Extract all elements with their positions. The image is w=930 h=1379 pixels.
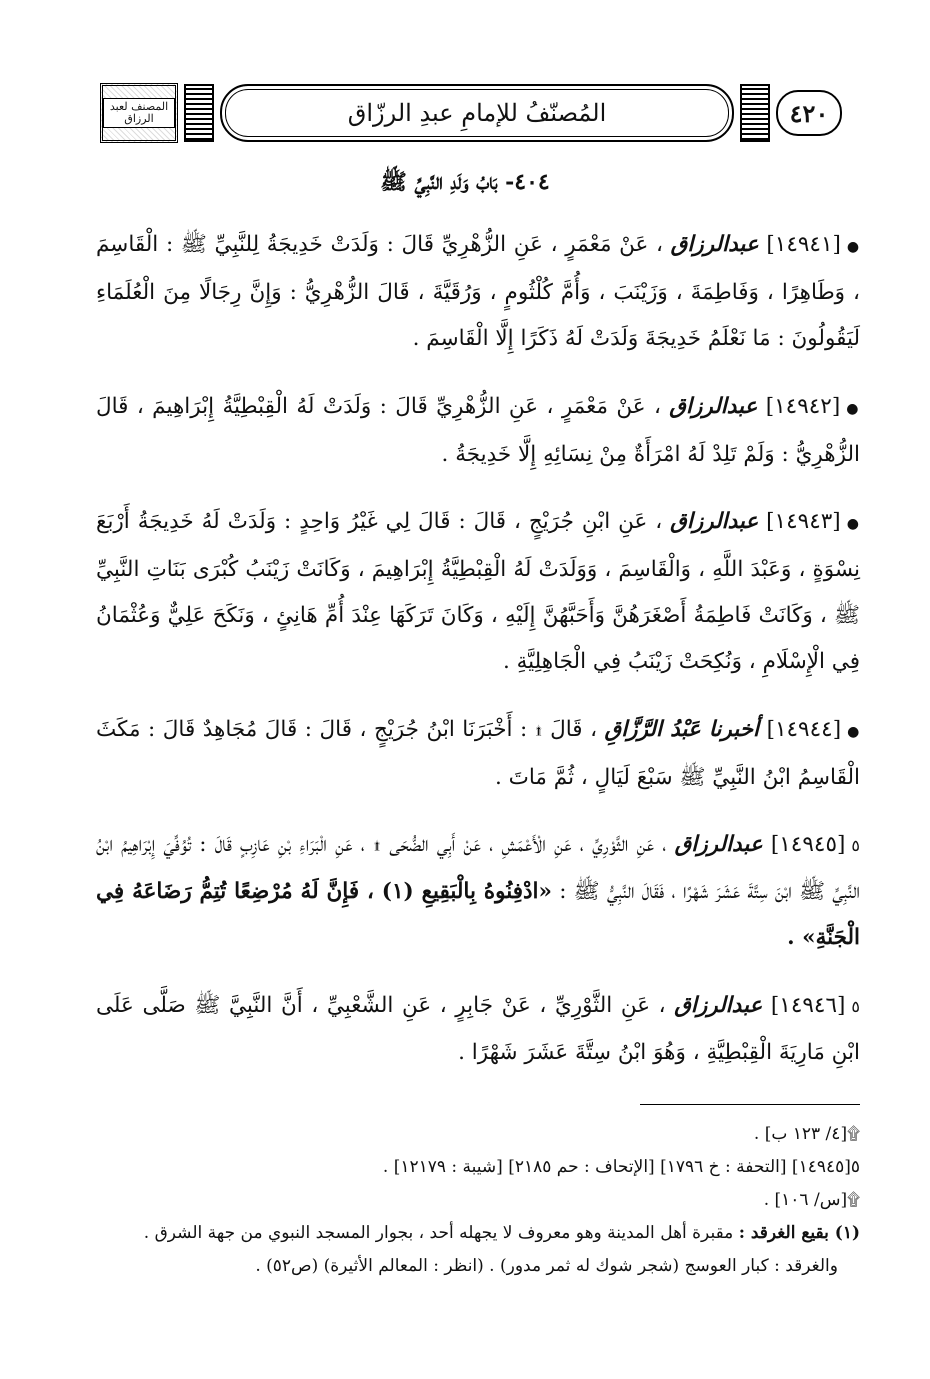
narrator-name: عبدالرزاق (674, 992, 763, 1018)
running-title: المُصنّفُ للإمامِ عبدِ الرزّاق (347, 99, 607, 127)
footnote-divider (640, 1104, 860, 1105)
hadith-number: [١٤٩٤٤] (766, 716, 842, 742)
hadith-marker: ● (846, 400, 861, 417)
hadith-marker: ٥ (851, 996, 860, 1016)
hadith-text: ، عَنِ الثَّوْرِيِّ ، عَنْ جَابِرٍ ، عَنِ الشَّعْبِيِّ ، أَنَّ النَّبِيَّ ﷺ صَلَّى عَلَى ابْنِ مَارِيَةَ الْقِبْطِيَّةِ ، وَهُوَ ابْنُ سِتَّةَ عَشَرَ شَهْرًا . (96, 992, 860, 1065)
footnote-text: مقبرة أهل المدينة وهو معروف لا يجهله أحد ، بجوار المسجد النبوي من جهة الشرق . (143, 1223, 734, 1243)
page-number: ٤٢٠ (776, 90, 842, 136)
hadith-entry (96, 983, 860, 1076)
hadith-entry (96, 707, 860, 801)
narrator-name: عبدالرزاق (669, 393, 758, 419)
hadith-entry (96, 822, 860, 961)
hadith-number: [١٤٩٤٦] (770, 992, 846, 1018)
hadith-marker: ● (847, 723, 860, 740)
hadith-entry (96, 384, 860, 478)
footnote (96, 1217, 860, 1250)
hadith-number: [١٤٩٤٢] (765, 393, 841, 419)
decorative-pattern (184, 84, 214, 142)
footnote-heading: (١) بقيع الغرقد : (738, 1223, 860, 1243)
running-title-frame (220, 84, 734, 142)
narrator-name: عبدالرزاق (670, 509, 759, 534)
hadith-marker: ٥ (851, 836, 860, 855)
prophetic-quote: «ادْفِنُوهُ بِالْبَقِيعِ (١) ، فَإِنَّ لَهُ مُرْضِعًا تُتِمُّ رَضَاعَهُ فِي الْجَنَّةِ» . (96, 879, 860, 950)
hadith-text: ، عَنْ مَعْمَرٍ ، عَنِ الزُّهْرِيِّ قَالَ : وَلَدَتْ لَهُ الْقِبْطِيَّةُ إِبْرَاهِيمَ ، قَالَ الزُّهْرِيُّ : وَلَمْ تَلِدْ لَهُ امْرَأَةٌ مِنْ نِسَائِهِ إِلَّا خَدِيجَةُ . (96, 393, 860, 467)
chapter-title: ٤٠٤- بَابُ وَلَدِ النَّبِيِّ ﷺ (380, 169, 550, 195)
hadith-text: ، قَالَ ۩ : أَخْبَرَنَا ابْنُ جُرَيْجٍ ، قَالَ : قَالَ مُجَاهِدٌ قَالَ : مَكَثَ الْقَاسِمُ ابْنُ النَّبِيِّ ﷺ سَبْعَ لَيَالٍ ، ثُمَّ مَاتَ . (96, 716, 860, 790)
hadith-entry (96, 499, 860, 685)
footnote: ۩[س/ ١٠٦] . (763, 1190, 860, 1210)
narrator-name: عبدالرزاق (670, 232, 759, 257)
book-emblem (100, 83, 178, 143)
hadith-text: ، عَنْ مَعْمَرٍ ، عَنِ الزُّهْرِيِّ قَالَ : وَلَدَتْ خَدِيجَةُ لِلنَّبِيِّ ﷺ : الْقَاسِمَ ، وَطَاهِرًا ، وَفَاطِمَةَ ، وَزَيْنَبَ ، وَأُمَّ كُلْثُومٍ ، وَرُقَيَّةَ ، قَالَ الزُّهْرِيُّ : وَإِنَّ رِجَالًا مِنَ الْعُلَمَاءِ لَيَقُولُونَ : مَا نَعْلَمُ خَدِيجَةَ وَلَدَتْ لَهُ ذَكَرًا إِلَّا الْقَاسِمَ . (96, 232, 860, 351)
hadith-text: ، عَنِ الثَّوْرِيِّ ، عَنِ الْأَعْمَشِ ، عَنْ أَبِي الضُّحَى ۩ ، عَنِ الْبَرَاءِ بْنِ عَازِبٍ قَالَ : تُوُفِّيَ إِبْرَاهِيمُ ابْنُ النَّبِيِّ ﷺ ابْنَ سِتَّةَ عَشَرَ شَهْرًا ، فَقَالَ النَّبِيُّ ﷺ : (96, 832, 860, 904)
hadith-marker: ● (846, 239, 860, 255)
footnote: والغرقد : كبار العوسج (شجر شوك له ثمر مدور) . (انظر : المعالم الأثيرة) (ص٥٢) . (255, 1256, 838, 1276)
book-emblem-text: المصنف لعبد الرزاق (103, 98, 175, 128)
hadith-entry (96, 222, 860, 362)
footnote: ۩[٤/ ١٢٣ ب] . (753, 1124, 860, 1144)
hadith-number: [١٤٩٤١] (766, 232, 841, 257)
hadith-number: [١٤٩٤٥] (770, 832, 846, 857)
hadith-text: ، عَنِ ابْنِ جُرَيْجٍ ، قَالَ : قَالَ لِي غَيْرُ وَاحِدٍ : وَلَدَتْ لَهُ خَدِيجَةُ أَرْبَعَ نِسْوَةٍ ، وَعَبْدَ اللَّهِ ، وَالْقَاسِمَ ، وَوَلَدَتْ لَهُ الْقِبْطِيَّةُ إِبْرَاهِيمَ ، وَكَانَتْ زَيْنَبُ كُبْرَى بَنَاتِ النَّبِيِّ ﷺ ، وَكَانَتْ فَاطِمَةُ أَصْغَرَهُنَّ وَأَحَبَّهُنَّ إِلَيْهِ ، وَكَانَ تَرَكَهَا عِنْدَ أُمِّ هَانِئٍ ، وَنَكَحَ عَلِيٌّ وَعُثْمَانُ فِي الْإِسْلَامِ ، وَنُكِحَتْ زَيْنَبُ فِي الْجَاهِلِيَّةِ . (96, 509, 860, 674)
page-header (100, 78, 842, 148)
hadith-list (96, 222, 860, 1084)
narrator-name: عبدالرزاق (674, 832, 763, 857)
hadith-number: [١٤٩٤٣] (766, 509, 841, 534)
narrator-name: أخبرنا عَبْدُ الرَّزَّاقِ (604, 716, 760, 742)
footnotes (96, 1118, 860, 1283)
hadith-marker: ● (846, 516, 861, 532)
footnote: ٥[١٤٩٤٥] [التحفة : خ ١٧٩٦] [الإتحاف : حم ٢١٨٥] [شيبة : ١٢١٧٩] . (382, 1157, 860, 1177)
decorative-pattern (740, 84, 770, 142)
